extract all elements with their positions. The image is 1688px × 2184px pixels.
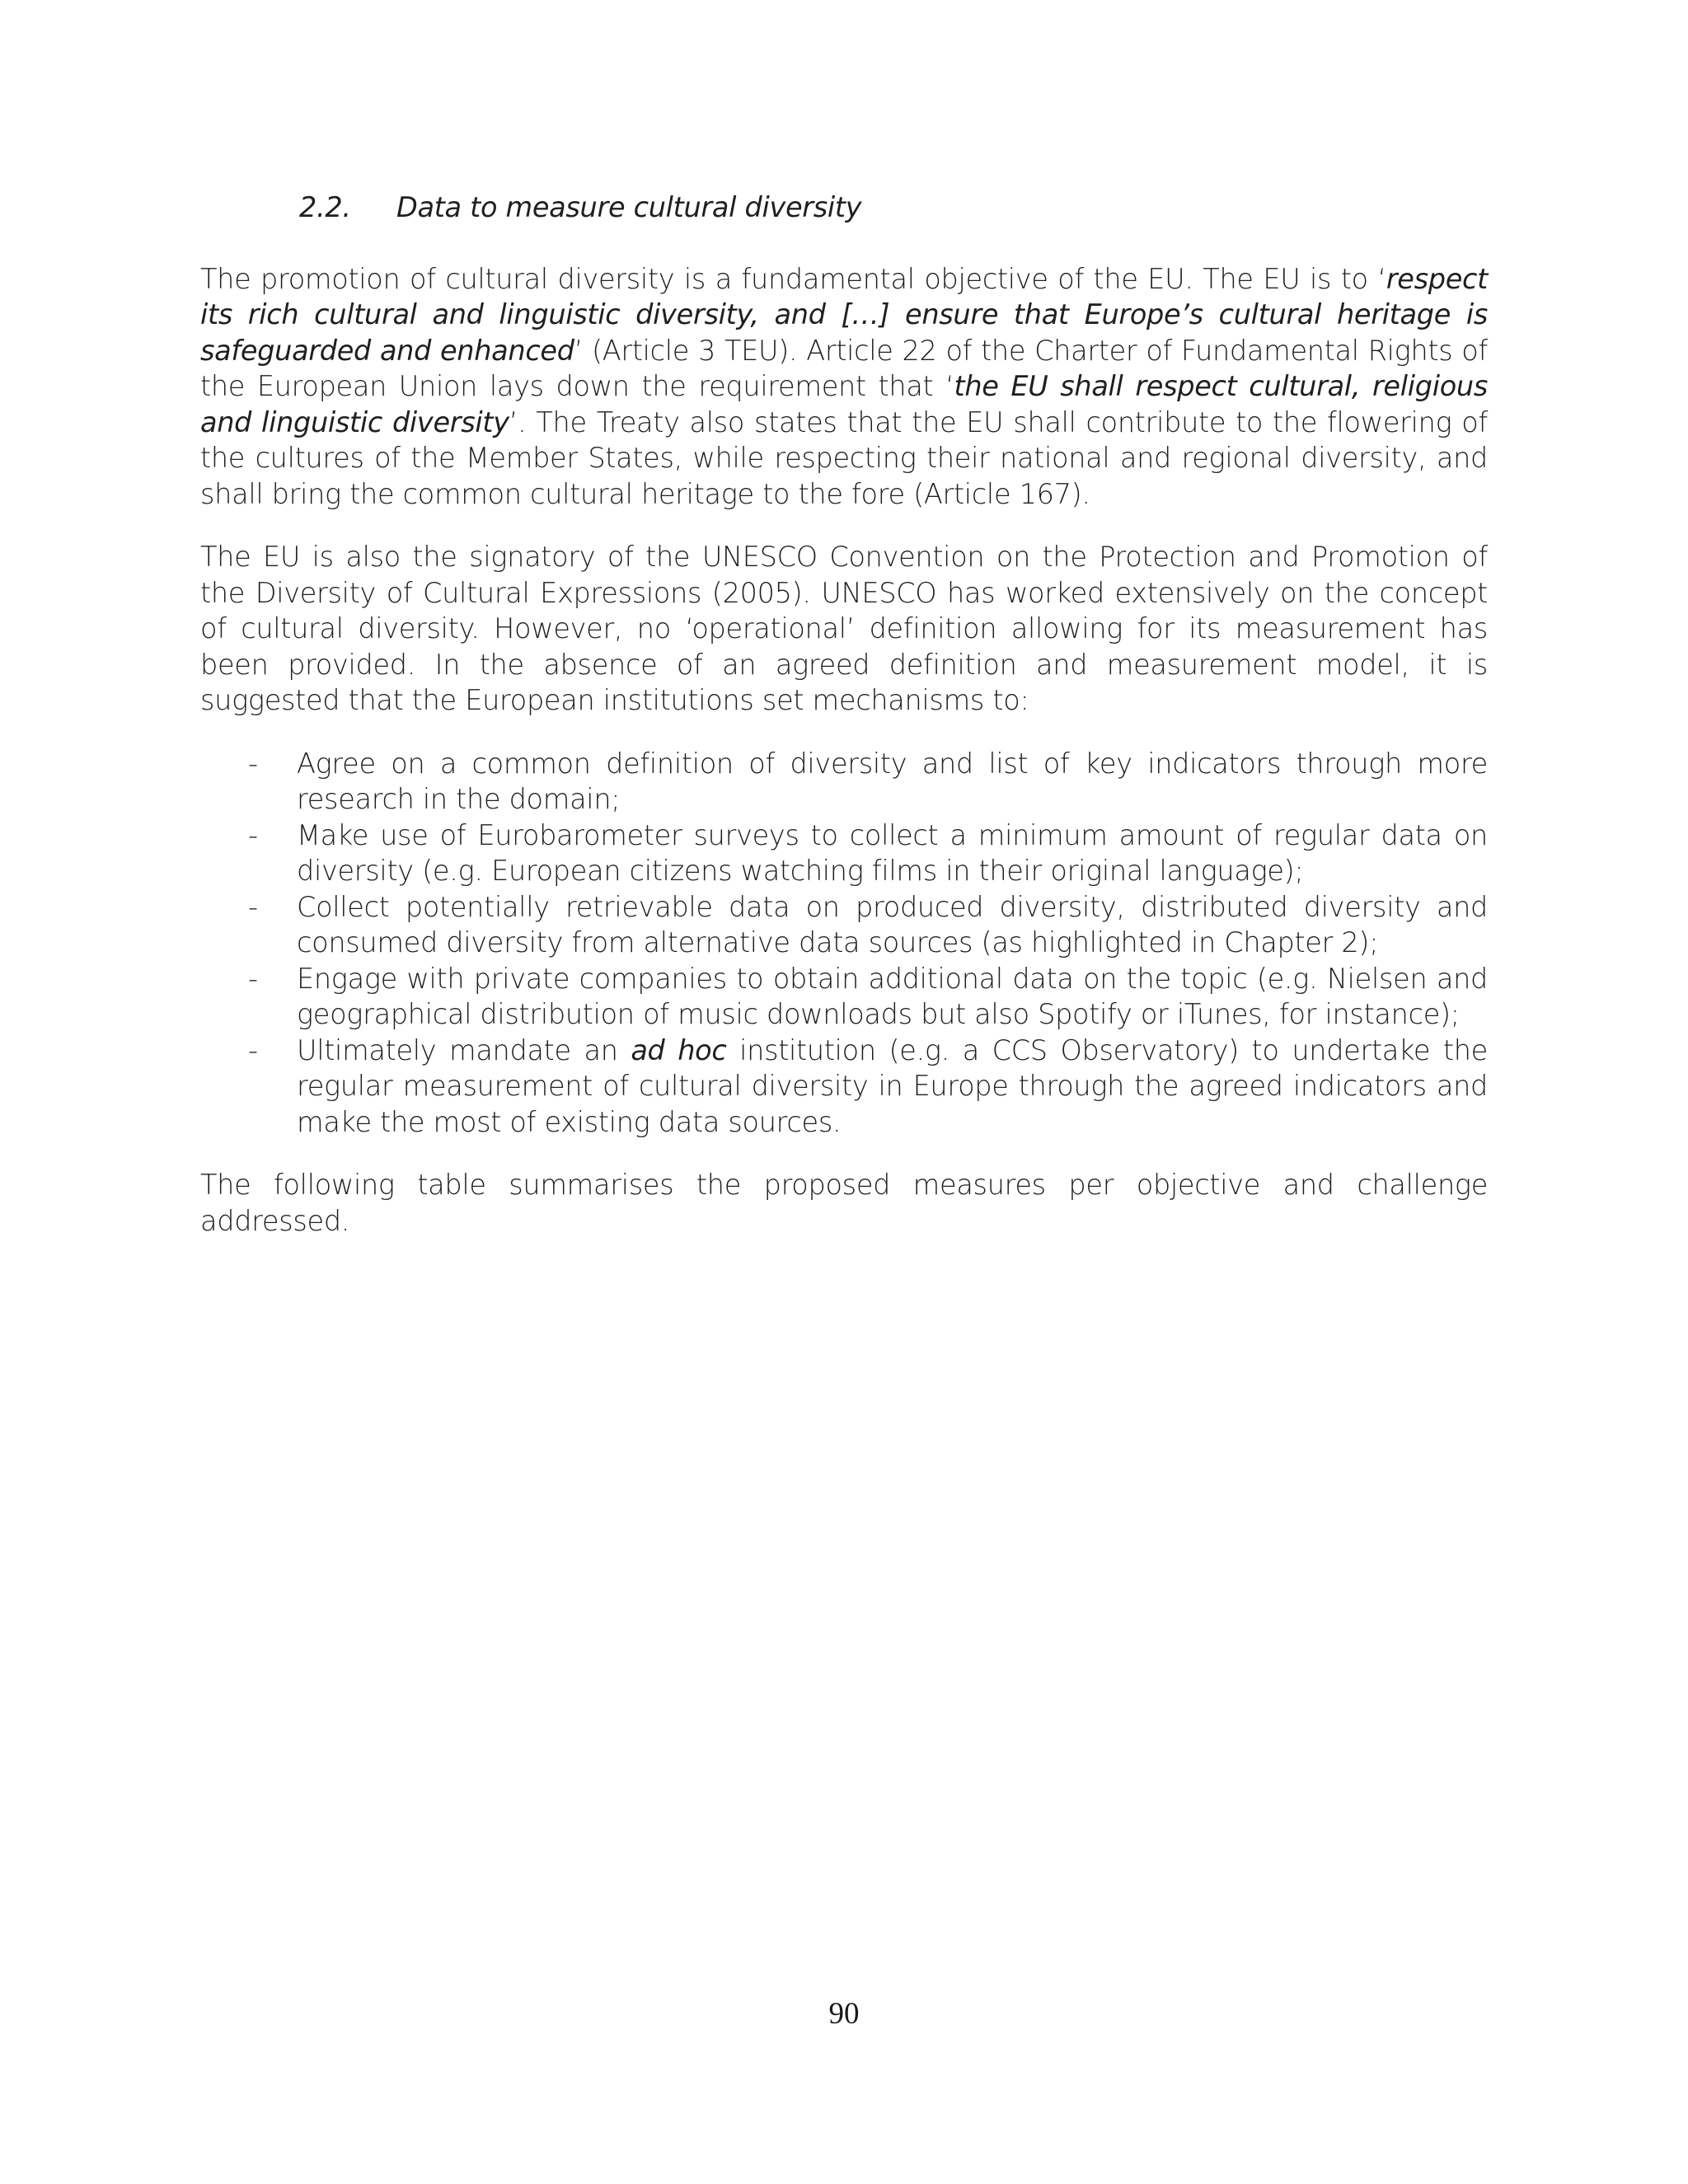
paragraph-cultural-diversity-objective: [200, 261, 1488, 513]
bullet-marker: -: [248, 890, 258, 923]
bullet-marker: -: [248, 747, 258, 780]
section-title: Data to measure cultural diversity: [396, 191, 862, 223]
list-item: [200, 746, 1488, 818]
paragraph-text: ’ (Article 3 TEU). Article 22 of the Charter of Fundamental Rights of the European Union lays down the requirement that ‘: [200, 334, 1488, 402]
bullet-marker: -: [248, 818, 258, 851]
list-item-text: Ultimately mandate an: [297, 1033, 631, 1066]
bullet-marker: -: [248, 1033, 258, 1066]
paragraph-text: ’. The Treaty also states that the EU shall contribute to the flowering of the cultures of the Member States, while respecting their national and regional diversity, and shall bring the common cultural heritage to the fore (Article 167).: [200, 405, 1488, 510]
page-number: 90: [828, 1997, 860, 2031]
paragraph-unesco-convention: The EU is also the signatory of the UNESCO Convention on the Protection and Promotion of the Diversity of Cultural Expressions (2005). UNESCO has worked extensively on the concept of cultural diversity. However, no ‘operational’ definition allowing for its measurement has been provided. In the absence of an agreed definition and measurement model, it is suggested that the European institutions set mechanisms to:: [200, 541, 1488, 716]
bullet-marker: -: [248, 962, 258, 995]
list-item: [200, 818, 1488, 889]
mechanisms-list: [200, 746, 1488, 1141]
paragraph-text: The promotion of cultural diversity is a fundamental objective of the EU. The EU is to ‘: [200, 262, 1386, 295]
list-item: [200, 889, 1488, 961]
list-item-emphasis: ad hoc: [631, 1033, 727, 1066]
list-item-text: institution (e.g. a CCS Observatory) to undertake the regular measurement of cultural diversity in Europe through the agreed indicators and make the most of existing data sources.: [297, 1033, 1488, 1138]
paragraph-table-intro: The following table summarises the proposed measures per objective and challenge addressed.: [200, 1169, 1488, 1237]
list-item-text: Make use of Eurobarometer surveys to collect a minimum amount of regular data on diversity (e.g. European citizens watching films in their original language);: [297, 818, 1488, 887]
list-item-text: Agree on a common definition of diversity and list of key indicators through more research in the domain;: [297, 747, 1488, 815]
list-item-text: Collect potentially retrievable data on produced diversity, distributed diversity and consumed diversity from alternative data sources (as highlighted in Chapter 2);: [297, 890, 1488, 958]
section-heading: [200, 190, 1488, 226]
list-item: [200, 961, 1488, 1033]
document-body: [200, 190, 1488, 1266]
quote-article-22: the EU shall respect cultural, religious and linguistic diversity: [200, 370, 1488, 438]
list-item-text: Engage with private companies to obtain additional data on the topic (e.g. Nielsen and geographical distribution of music downloads but also Spotify or iTunes, for instance);: [297, 962, 1488, 1030]
list-item: [200, 1033, 1488, 1141]
section-number: 2.2.: [299, 191, 351, 223]
quote-article-3: respect its rich cultural and linguistic diversity, and […] ensure that Europe’s cultural heritage is safeguarded and enhanced: [200, 262, 1488, 367]
